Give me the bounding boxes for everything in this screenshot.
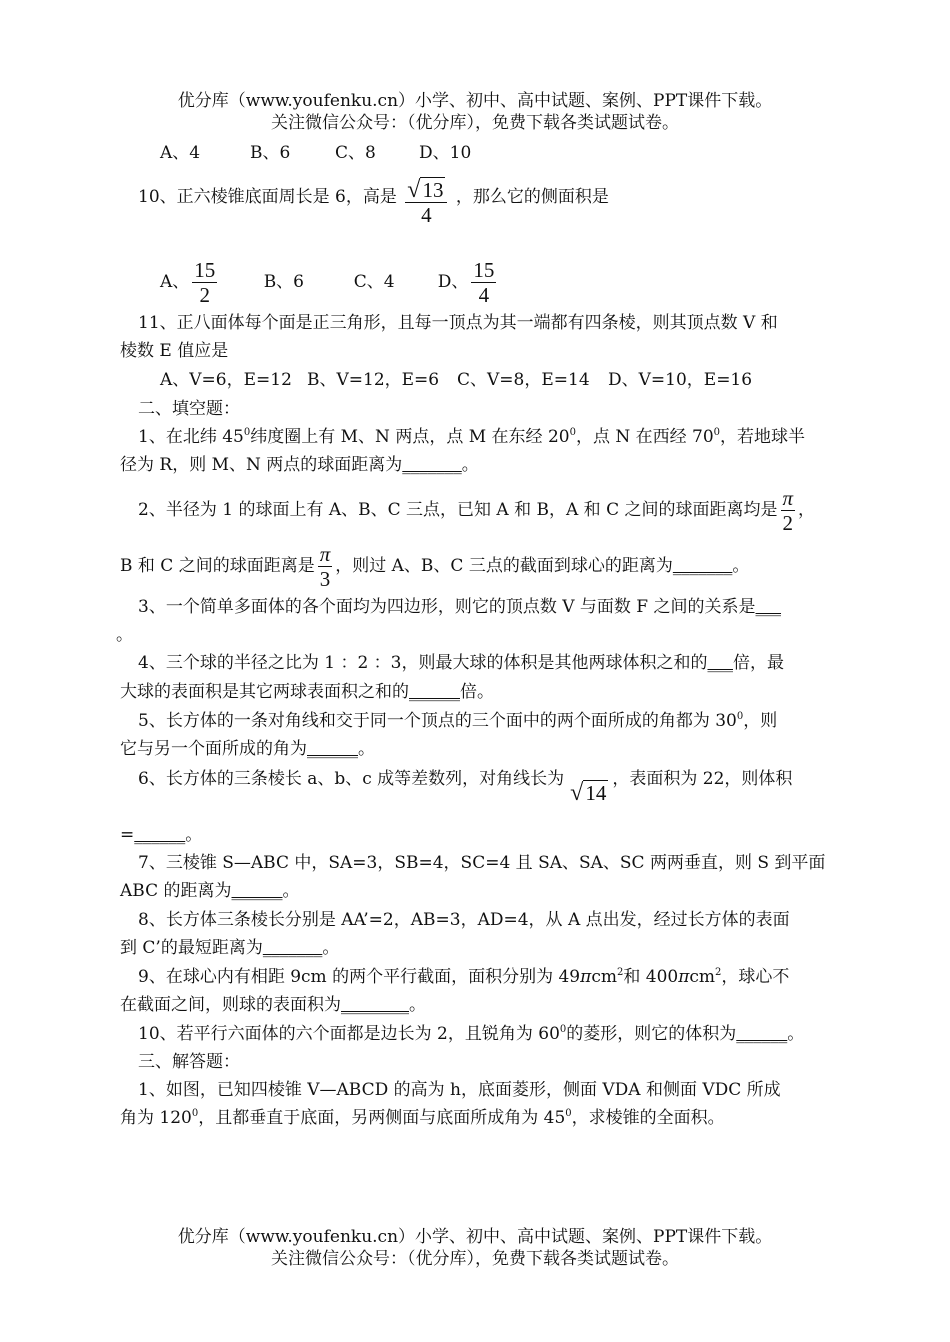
header-line-1: 优分库（www.youfenku.cn）小学、初中、高中试题、案例、PPT课件下载。 [177, 91, 773, 111]
answer-blank[interactable]: _______ [672, 556, 733, 576]
answer-blank[interactable]: ___ [755, 597, 782, 617]
fill-6-line-2: =______。 [120, 825, 203, 845]
fill-7-line-2: ABC 的距离为______。 [120, 881, 300, 901]
q10-option-d-label: D、 [437, 272, 469, 292]
fill-5-line-2: 它与另一个面所成的角为______。 [120, 739, 375, 759]
solve-1-line-1: 1、如图，已知四棱锥 V—ABCD 的高为 h，底面菱形，侧面 VDA 和侧面 VDC 所成 [138, 1080, 781, 1100]
q10-option-d-fraction: $\frac{15}{4}$ [473, 258, 495, 307]
footer-line-2: 关注微信公众号：（优分库），免费下载各类试题试卷。 [271, 1249, 679, 1269]
fill-5-line-1: 5、长方体的一条对角线和交于同一个顶点的三个面中的两个面所成的角都为 $30^0$，则 [138, 711, 778, 731]
fill-8-line-2: 到 C’的最短距离为_______。 [120, 938, 340, 958]
q10-option-b: B、6 [263, 272, 304, 292]
q10-text-a: 10、正六棱锥底面周长是 6，高是 [138, 187, 397, 207]
fraction-pi-over-3: $\frac{\pi}{3}$ [319, 542, 331, 591]
fill-3-line-1: 3、一个简单多面体的各个面均为四边形，则它的顶点数 V 与面数 F 之间的关系是___ [138, 597, 782, 617]
solve-1-line-2: 角为 $120^0$，且都垂直于底面，另两侧面与底面所成角为 $45^0$，求棱锥的全面积。 [120, 1108, 725, 1128]
q10-options [160, 256, 499, 308]
section-3-title: 三、解答题： [138, 1052, 240, 1072]
q11-options [160, 369, 752, 391]
q10-option-a-fraction: $\frac{15}{2}$ [194, 258, 216, 307]
answer-blank[interactable]: _______ [402, 455, 462, 475]
q9-option-a: A、4 [160, 143, 201, 163]
fill-3-line-2: 。 [116, 625, 133, 645]
fill-7-line-1: 7、三棱锥 S—ABC 中，SA=3，SB=4，SC=4 且 SA、SA、SC 两两垂直，则 S 到平面 [138, 853, 826, 873]
q9-options [160, 142, 471, 164]
fill-2-line-2: B 和 C 之间的球面距离是 $\frac{\pi}{3}$ ，则过 A、B、C 三点的截面到球心的距离为_______。 [120, 542, 750, 591]
footer-line-1: 优分库（www.youfenku.cn）小学、初中、高中试题、案例、PPT课件下载。 [177, 1227, 773, 1247]
fill-1-line-2: 径为 R，则 M、N 两点的球面距离为_______。 [120, 455, 479, 475]
answer-blank[interactable]: ______ [231, 881, 283, 901]
fill-8-line-1: 8、长方体三条棱长分别是 AA’=2，AB=3，AD=4，从 A 点出发，经过长方体的表面 [138, 910, 790, 930]
fill-9-line-2: 在截面之间，则球的表面积为________。 [120, 995, 426, 1015]
header-line-2: 关注微信公众号：（优分库），免费下载各类试题试卷。 [271, 113, 679, 133]
fill-4-line-2: 大球的表面积是其它两球表面积之和的______倍。 [120, 682, 494, 702]
answer-blank[interactable]: ______ [409, 682, 460, 702]
fraction-pi-over-2: $\frac{\pi}{2}$ [782, 486, 794, 535]
fill-9-line-1: 9、在球心内有相距 9cm 的两个平行截面，面积分别为 49πcm$^2$和 400πcm$^2$，球心不 [138, 967, 790, 987]
fill-6-line-1: 6、长方体的三条棱长 a、b、c 成等差数列，对角线长为√14，表面积为 22，则体积 [138, 769, 793, 806]
sqrt-14: √14 [570, 780, 607, 806]
q9-option-c: C、8 [335, 143, 376, 163]
q11-option-c: C、V=8，E=14 [457, 370, 590, 390]
q9-option-b: B、6 [250, 143, 291, 163]
q11-option-d: D、V=10，E=16 [608, 370, 753, 390]
fill-4-line-1: 4、三个球的半径之比为 1 ：2 ：3，则最大球的体积是其他两球体积之和的___倍，最 [138, 653, 784, 673]
answer-blank[interactable]: _______ [262, 938, 323, 958]
q10-option-a-label: A、 [160, 272, 190, 292]
q11-line-1: 11、正八面体每个面是正三角形，且每一顶点为其一端都有四条棱，则其顶点数 V 和 [138, 313, 778, 333]
q10-option-c: C、4 [353, 272, 395, 292]
answer-blank[interactable]: ______ [134, 825, 186, 845]
q9-option-d: D、10 [419, 143, 472, 163]
q10-text-b: ，那么它的侧面积是 [455, 187, 609, 207]
answer-blank[interactable]: ___ [707, 653, 733, 673]
section-2-title: 二、填空题： [138, 399, 240, 419]
q11-option-b: B、V=12，E=6 [307, 370, 440, 390]
answer-blank[interactable]: ________ [341, 995, 409, 1015]
q11-line-2: 棱数 E 值应是 [120, 341, 229, 361]
fill-10-line: 10、若平行六面体的六个面都是边长为 2，且锐角为 $60^0$的菱形，则它的体积为______。 [138, 1024, 805, 1044]
q10-question [138, 177, 609, 227]
sqrt-13: √13 [407, 177, 444, 203]
q11-option-a: A、V=6，E=12 [160, 370, 292, 390]
answer-blank[interactable]: ______ [307, 739, 358, 759]
answer-blank[interactable]: ______ [736, 1024, 788, 1044]
fill-2-line-1: 2、半径为 1 的球面上有 A、B、C 三点，已知 A 和 B，A 和 C 之间的球面距离均是 $\frac{\pi}{2}$ ， [138, 486, 816, 535]
q10-height-fraction: $\frac{√13}{4}$ [405, 178, 447, 227]
fill-1-line-1: 1、在北纬 $45^0$纬度圈上有 M、N 两点，点 M 在东经 $20^0$，点 N 在西经 $70^0$，若地球半 [138, 427, 806, 447]
